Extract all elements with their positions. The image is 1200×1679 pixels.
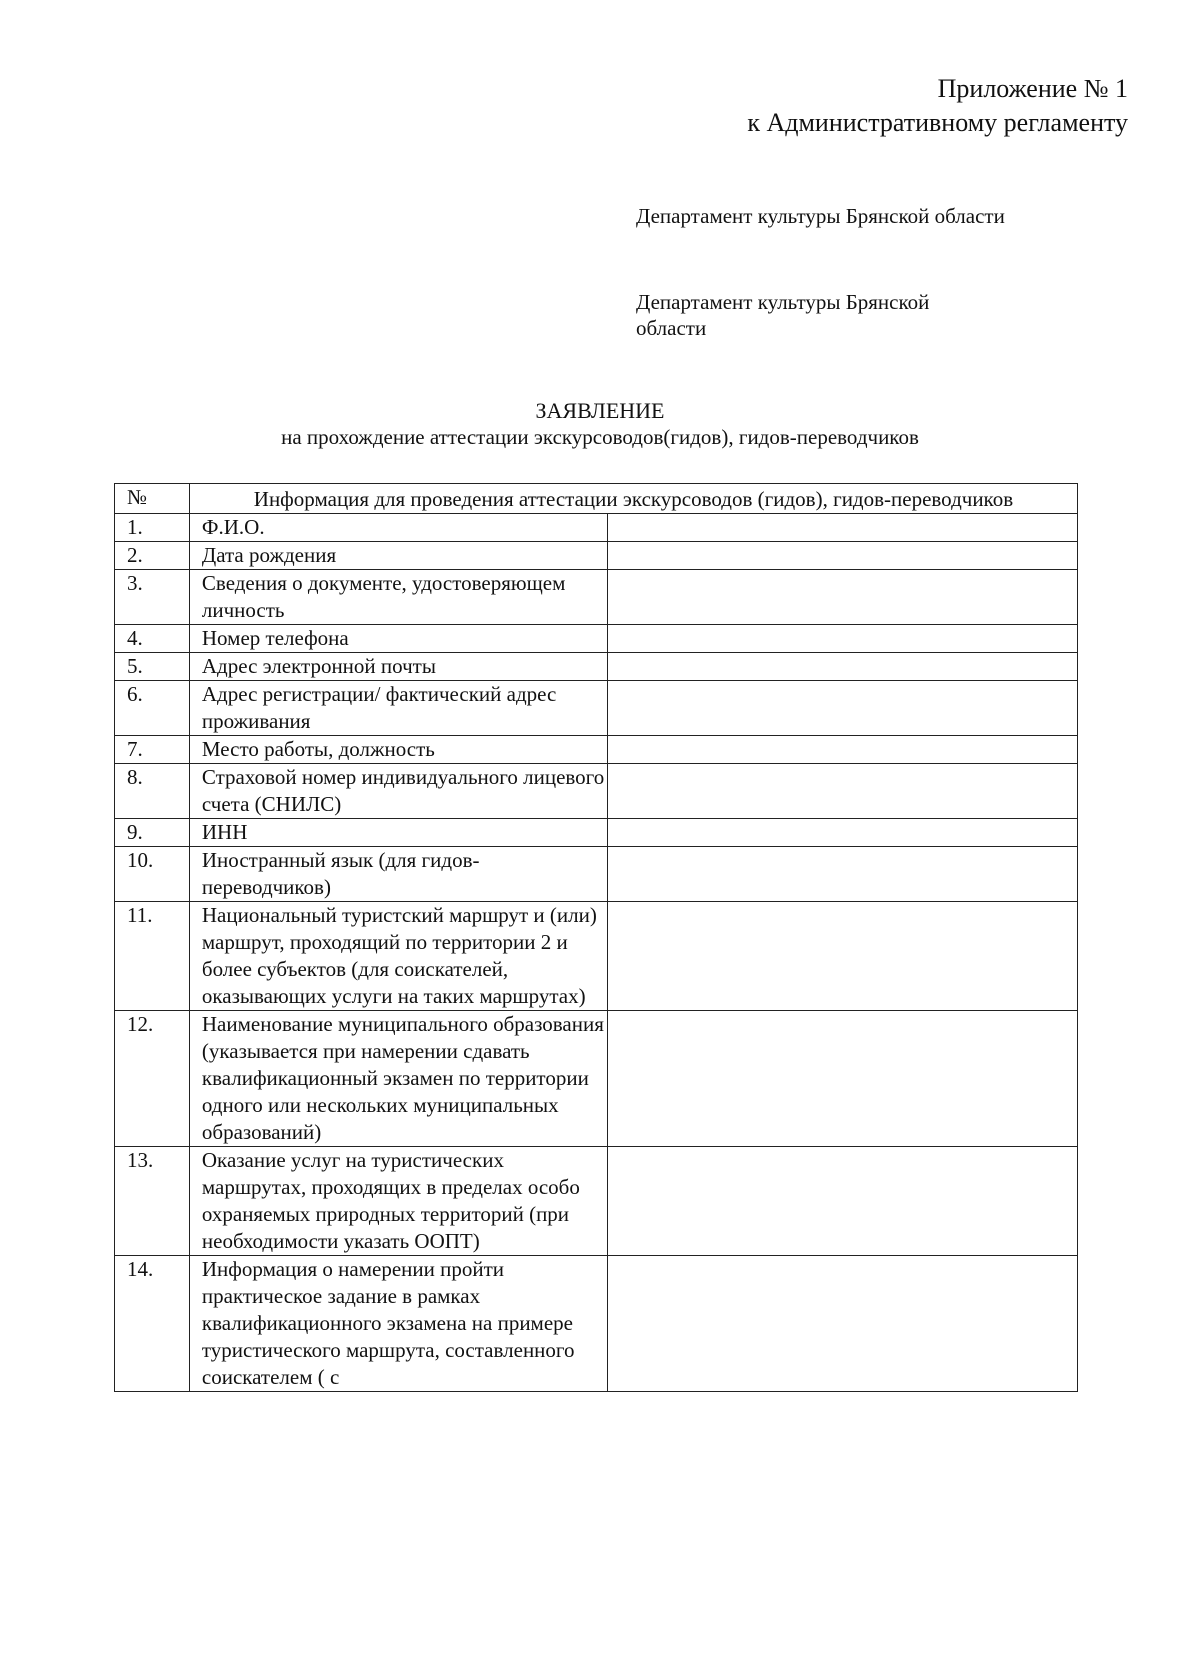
appendix-reference: к Административному регламенту — [747, 108, 1128, 137]
table-row — [115, 570, 1078, 625]
document-title: ЗАЯВЛЕНИЕ — [535, 398, 665, 423]
row-label: Наименование муниципального образования (указывается при намерении сдавать квалификационный экзамен по территории одного или нескольких муниципальных образований) — [189, 1011, 607, 1147]
table-row — [115, 542, 1078, 570]
table-row — [115, 847, 1078, 902]
row-number: 4. — [115, 625, 190, 653]
row-value-cell[interactable] — [608, 681, 1078, 736]
row-label: Адрес регистрации/ фактический адрес проживания — [189, 681, 607, 736]
row-number: 8. — [115, 764, 190, 819]
row-number: 10. — [115, 847, 190, 902]
table-row — [115, 1011, 1078, 1147]
row-value-cell[interactable] — [608, 1256, 1078, 1392]
table-row — [115, 1256, 1078, 1392]
table-row — [115, 819, 1078, 847]
row-label: Информация о намерении пройти практическое задание в рамках квалификационного экзамена на примере туристического маршрута, составленного соискателем ( с — [189, 1256, 607, 1392]
application-form-table — [114, 483, 1078, 1392]
document-subtitle: на прохождение аттестации экскурсоводов(гидов), гидов-переводчиков — [281, 425, 919, 449]
table-row — [115, 681, 1078, 736]
row-label: Иностранный язык (для гидов-переводчиков) — [189, 847, 607, 902]
table-row — [115, 514, 1078, 542]
table-row — [115, 736, 1078, 764]
row-number: 7. — [115, 736, 190, 764]
column-info-header: Информация для проведения аттестации экскурсоводов (гидов), гидов-переводчиков — [189, 484, 1077, 514]
row-value-cell[interactable] — [608, 1147, 1078, 1256]
row-value-cell[interactable] — [608, 542, 1078, 570]
row-number: 9. — [115, 819, 190, 847]
row-number: 14. — [115, 1256, 190, 1392]
column-number-header: № — [115, 484, 190, 514]
row-number: 12. — [115, 1011, 190, 1147]
form-rows — [115, 514, 1078, 1392]
table-row — [115, 902, 1078, 1011]
row-label: Оказание услуг на туристических маршрутах, проходящих в пределах особо охраняемых природных территорий (при необходимости указать ООПТ) — [189, 1147, 607, 1256]
row-label: Место работы, должность — [189, 736, 607, 764]
row-label: Дата рождения — [189, 542, 607, 570]
row-label: ИНН — [189, 819, 607, 847]
row-label: Национальный туристский маршрут и (или) маршрут, проходящий по территории 2 и более субъектов (для соискателей, оказывающих услуги на таких маршрутах) — [189, 902, 607, 1011]
table-row — [115, 625, 1078, 653]
appendix-heading — [747, 72, 1128, 140]
row-number: 1. — [115, 514, 190, 542]
row-value-cell[interactable] — [608, 819, 1078, 847]
row-value-cell[interactable] — [608, 570, 1078, 625]
row-value-cell[interactable] — [608, 764, 1078, 819]
row-value-cell[interactable] — [608, 847, 1078, 902]
table-row — [115, 653, 1078, 681]
row-number: 2. — [115, 542, 190, 570]
addressee-line-1: Департамент культуры Брянской области — [636, 204, 1005, 228]
row-label: Сведения о документе, удостоверяющем личность — [189, 570, 607, 625]
row-label: Номер телефона — [189, 625, 607, 653]
row-value-cell[interactable] — [608, 1011, 1078, 1147]
row-number: 11. — [115, 902, 190, 1011]
table-row — [115, 764, 1078, 819]
table-header-row — [115, 484, 1078, 514]
row-value-cell[interactable] — [608, 514, 1078, 542]
table-row — [115, 1147, 1078, 1256]
row-number: 3. — [115, 570, 190, 625]
row-label: Адрес электронной почты — [189, 653, 607, 681]
row-value-cell[interactable] — [608, 653, 1078, 681]
row-number: 6. — [115, 681, 190, 736]
row-value-cell[interactable] — [608, 736, 1078, 764]
document-title-block — [0, 398, 1200, 450]
row-number: 13. — [115, 1147, 190, 1256]
appendix-number: Приложение № 1 — [937, 74, 1128, 103]
row-value-cell[interactable] — [608, 625, 1078, 653]
row-label: Страховой номер индивидуального лицевого счета (СНИЛС) — [189, 764, 607, 819]
row-value-cell[interactable] — [608, 902, 1078, 1011]
row-label: Ф.И.О. — [189, 514, 607, 542]
addressee-line-2: Департамент культуры Брянской области — [636, 290, 930, 340]
row-number: 5. — [115, 653, 190, 681]
